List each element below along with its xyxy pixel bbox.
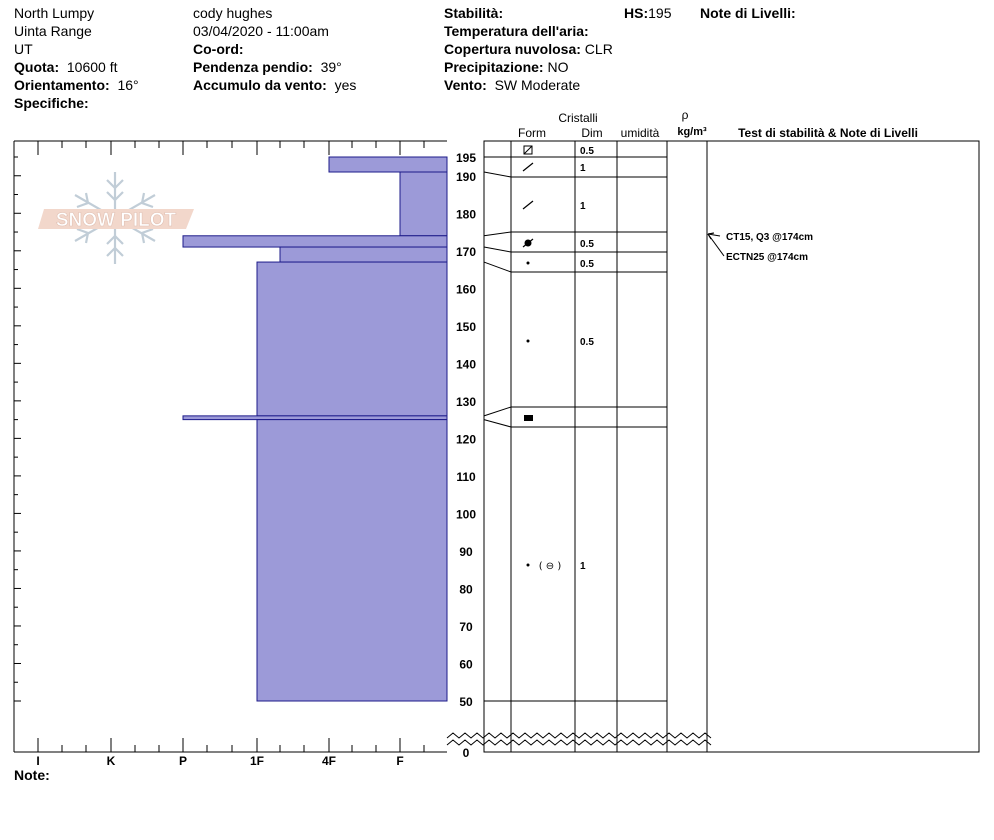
height-tick-label: 160: [455, 282, 477, 297]
elevation-label: Quota:: [14, 59, 60, 75]
height-tick-label: 0: [462, 746, 470, 760]
specifics-label: Specifiche:: [14, 95, 89, 111]
height-tick-label: 170: [455, 244, 477, 259]
stability-test-label: ECTN25 @174cm: [726, 252, 809, 263]
form-header: Form: [518, 126, 546, 140]
hardness-bar: [183, 416, 447, 420]
cloud-label: Copertura nuvolosa:: [444, 41, 581, 57]
dim-value: 0.5: [580, 337, 594, 348]
faceted-round-icon: ( ⊖ ): [538, 561, 562, 572]
wind-value: SW Moderate: [494, 77, 581, 93]
dim-value: 0.5: [580, 239, 594, 250]
air-temp-label: Temperatura dell'aria:: [444, 23, 589, 39]
height-axis: [456, 151, 476, 760]
axis-break-upper: [447, 733, 711, 738]
stability-label: Stabilità:: [444, 5, 504, 21]
notes-label: Note:: [14, 767, 50, 783]
dim-value: 0.5: [580, 259, 594, 270]
aspect-label: Orientamento:: [14, 77, 110, 93]
dim-value: 1: [580, 201, 586, 212]
height-tick-label: 120: [455, 432, 477, 447]
stability-test-label: CT15, Q3 @174cm: [726, 232, 814, 243]
hardness-bar: [329, 157, 447, 172]
rounded-grain-icon: [527, 262, 530, 265]
height-tick-label: 100: [455, 507, 477, 522]
column-headers: [518, 108, 918, 140]
height-tick-label: 130: [455, 394, 477, 409]
elevation-value: 10600 ft: [66, 59, 118, 75]
range: Uinta Range: [14, 23, 92, 39]
coord-label: Co-ord:: [193, 41, 244, 57]
wind-label: Vento:: [444, 77, 487, 93]
logo-text: SNOW PILOT: [55, 210, 177, 231]
hardness-plot: [14, 141, 447, 768]
height-tick-label: 90: [459, 544, 473, 559]
rounded-grain-icon: [527, 564, 530, 567]
density-unit-header: kg/m³: [677, 126, 707, 138]
hardness-tick-label: K: [106, 754, 116, 768]
height-tick-label: 190: [455, 169, 477, 184]
cloud-value: CLR: [584, 41, 613, 57]
dim-value: 0.5: [580, 146, 594, 157]
height-tick-label: 80: [459, 582, 473, 597]
hardness-tick-label: I: [36, 754, 40, 768]
height-tick-label: 150: [455, 319, 477, 334]
rounded-grain-icon: [527, 340, 530, 343]
height-tick-label: 60: [459, 657, 473, 672]
test-arrowhead: [708, 233, 714, 239]
hs-label: HS:: [624, 5, 649, 21]
facet-box-icon: [524, 146, 532, 154]
height-tick-label: 180: [455, 207, 477, 222]
hardness-bar: [400, 172, 447, 236]
precip-value: NO: [547, 59, 569, 75]
crystals-header: Cristalli: [558, 111, 598, 125]
wind-loading-label: Accumulo da vento:: [193, 77, 327, 93]
hardness-bar: [183, 236, 447, 247]
height-tick-label: 195: [455, 151, 477, 165]
tests-header: Test di stabilità & Note di Livelli: [738, 126, 918, 140]
hardness-tick-label: 1F: [249, 754, 265, 768]
precipitation-particle-icon: [523, 201, 533, 209]
hardness-bar: [257, 262, 447, 416]
height-tick-label: 140: [455, 357, 477, 372]
dim-value: 1: [580, 163, 586, 174]
height-tick-label: 110: [456, 469, 476, 484]
stability-tests: [708, 232, 813, 263]
hardness-tick-label: F: [396, 754, 404, 768]
datetime: 03/04/2020 - 11:00am: [193, 23, 329, 39]
crystal-table: [447, 141, 979, 752]
moisture-header: umidità: [620, 126, 660, 140]
dim-value: 1: [580, 561, 586, 572]
slope-value: 39°: [320, 59, 342, 75]
hardness-bar: [280, 247, 447, 262]
ice-layer-icon: [524, 415, 533, 421]
rho-header: ρ: [681, 108, 689, 122]
dim-header: Dim: [581, 126, 603, 140]
slope-label: Pendenza pendio:: [193, 59, 313, 75]
axis-break-lower: [447, 740, 711, 745]
hs-value: 195: [648, 5, 672, 21]
state: UT: [14, 41, 33, 57]
aspect-value: 16°: [117, 77, 139, 93]
height-tick-label: 70: [459, 619, 473, 634]
layer-notes-label: Note di Livelli:: [700, 5, 796, 21]
precipitation-particle-icon: [523, 163, 533, 171]
precip-label: Precipitazione:: [444, 59, 544, 75]
hardness-bar: [257, 420, 447, 701]
hardness-tick-label: P: [178, 754, 188, 768]
hardness-tick-label: 4F: [321, 754, 337, 768]
height-tick-label: 50: [459, 695, 473, 709]
location: North Lumpy: [14, 5, 95, 21]
wind-loading-value: yes: [334, 77, 357, 93]
snowpilot-logo: [38, 172, 194, 264]
observer: cody hughes: [193, 5, 273, 21]
